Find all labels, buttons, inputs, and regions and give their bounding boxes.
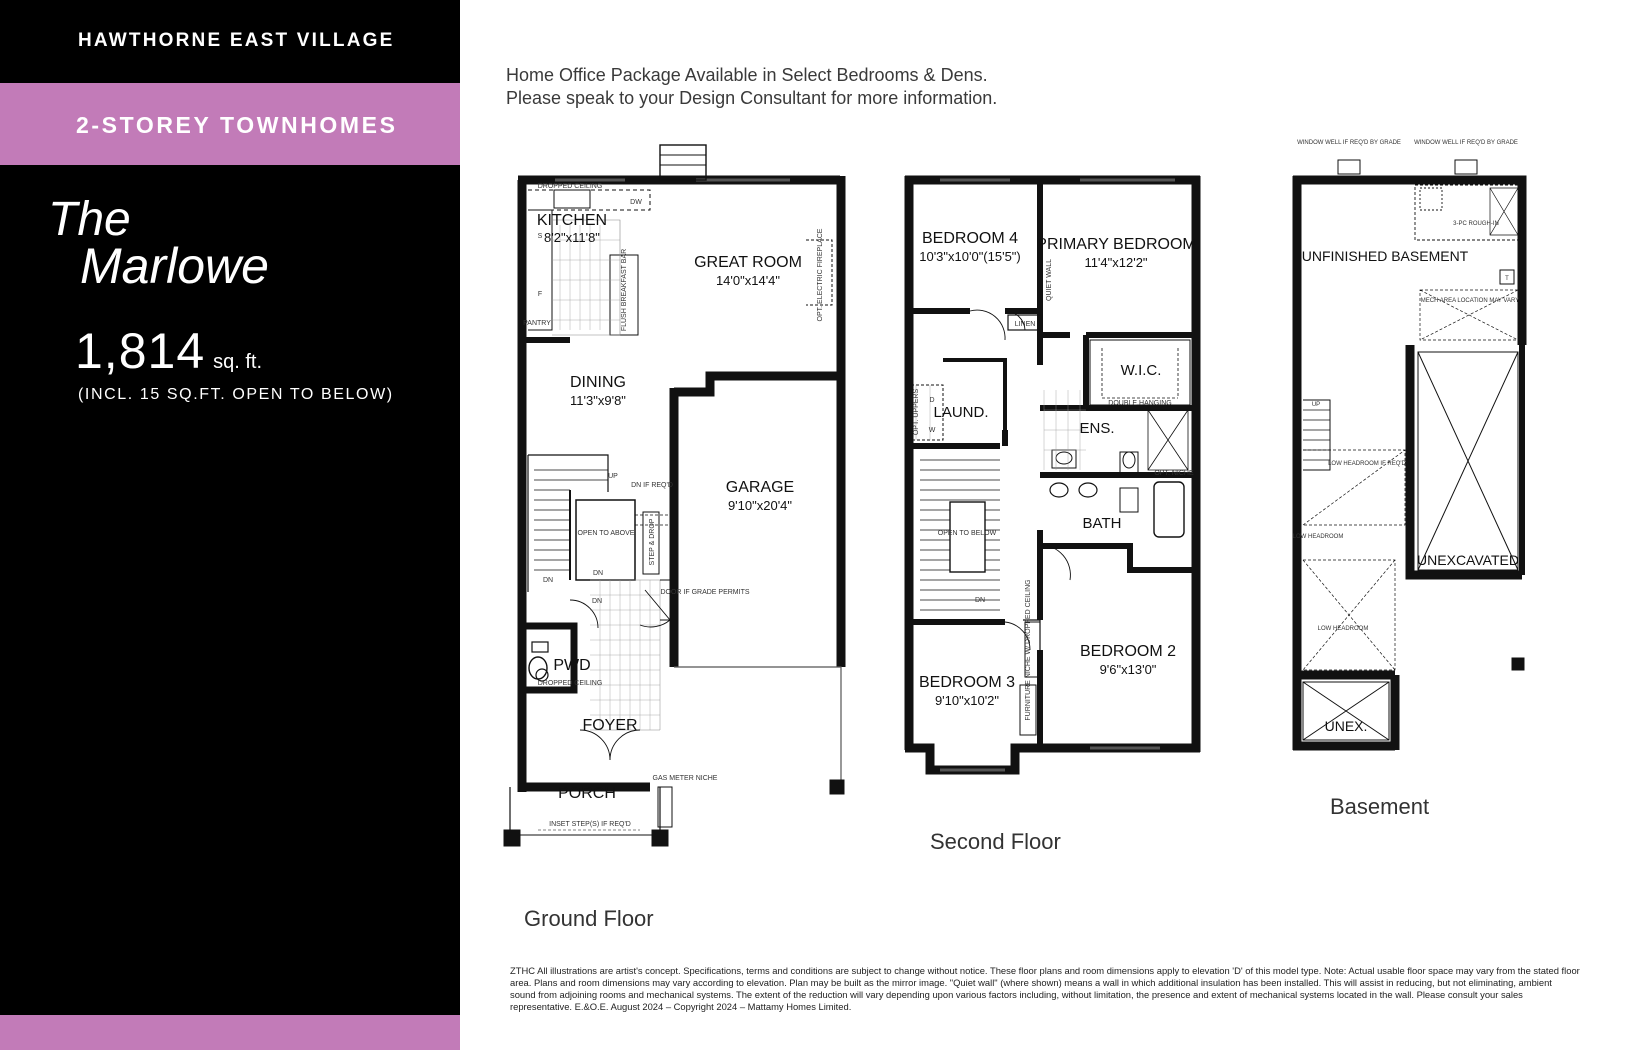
room-bedroom-3-dims: 9'10"x10'2" <box>934 693 1000 708</box>
note-step-drop: STEP & DROP <box>649 518 656 566</box>
room-dining: DINING <box>570 374 626 391</box>
room-primary-bedroom: PRIMARY BEDROOM <box>1036 236 1196 253</box>
note-sink: S <box>537 233 543 240</box>
note-low-headroom-3: LOW HEADROOM <box>1317 626 1369 632</box>
note-dw: DW <box>630 199 642 206</box>
note-dn-2: DN <box>591 598 603 605</box>
bottom-accent-bar <box>0 1015 460 1050</box>
room-garage: GARAGE <box>725 479 795 496</box>
note-3pc-rough-in: 3-PC ROUGH-IN <box>1453 221 1499 227</box>
note-dn-3: DN <box>592 570 604 577</box>
note-pantry: PANTRY <box>523 320 551 327</box>
room-unex: UNEX. <box>1324 718 1368 734</box>
room-great-room: GREAT ROOM <box>694 254 802 271</box>
note-dn-1: DN <box>542 577 554 584</box>
note-dropped-ceiling: DROPPED CEILING <box>537 183 603 190</box>
note-linen: LINEN <box>1014 321 1036 328</box>
room-kitchen-dims: 8'2"x11'8" <box>544 230 600 245</box>
model-name-line2: Marlowe <box>80 238 269 294</box>
note-opt-niche: OPT. NICHE <box>1154 470 1194 477</box>
room-bedroom-3: BEDROOM 3 <box>918 674 1016 691</box>
legal-disclaimer: ZTHC All illustrations are artist's concept. Specifications, terms and conditions are subject to change without notice. These floor plans and room dimensions apply to elevation 'D' of this model type. Note: Actual usable floor space may vary from the stated floor area. Plans and room dimensions may vary according to elevation. Plan may be built as the mirror image. "Quiet wall" (where shown) means a wall in which additional insulation has been installed. This will assist in reducing, but not eliminating, ambient sound from adjoining rooms and mechanical systems. The extent of the reduction will vary depending upon various factors including, without limitation, the presence and extent of mechanical systems located in the wall. Please consult your sales representative. E.&O.E. August 2024 – Copyright 2024 – Mattamy Homes Limited. <box>510 965 1580 1012</box>
room-dining-dims: 11'3"x9'8" <box>570 393 626 408</box>
room-unfinished-basement: UNFINISHED BASEMENT <box>1301 248 1469 264</box>
note-window-well-2: WINDOW WELL IF REQ'D BY GRADE <box>1414 140 1518 146</box>
home-office-notice <box>506 64 997 110</box>
room-bedroom-4: BEDROOM 4 <box>921 230 1019 247</box>
area-unit: sq. ft. <box>213 351 263 373</box>
note-low-headroom-2: LOW HEADROOM <box>1292 534 1344 540</box>
note-quiet-wall: QUIET WALL <box>1046 258 1053 302</box>
product-banner <box>0 83 460 165</box>
room-foyer: FOYER <box>582 717 638 734</box>
area-value: 1,814 <box>75 323 206 379</box>
sidebar <box>0 0 460 1050</box>
room-laundry: LAUND. <box>933 404 989 421</box>
note-dn-if-reqd: DN IF REQ'D <box>631 482 673 489</box>
note-breakfast-bar: FLUSH BREAKFAST BAR <box>621 248 628 332</box>
note-inset-steps: INSET STEP(S) IF REQ'D <box>549 821 631 828</box>
note-open-to-below: OPEN TO BELOW <box>937 530 997 537</box>
model-name-line1: The <box>48 193 131 246</box>
room-wic: W.I.C. <box>1120 362 1162 379</box>
room-porch: PORCH <box>558 785 616 802</box>
note-tank: T <box>1505 276 1509 282</box>
note-dryer: D <box>929 397 935 404</box>
note-pwd-dropped-ceiling: DROPPED CEILING <box>537 680 603 687</box>
note-up: UP <box>608 473 618 480</box>
note-fridge: F <box>537 291 543 298</box>
notice-line-2: Please speak to your Design Consultant for more information. <box>506 88 998 108</box>
room-unexcavated: UNEXCAVATED <box>1417 552 1519 568</box>
note-furniture-niche: FURNITURE NICHE W/ DROPPED CEILING <box>1025 579 1032 721</box>
notice-line-1: Home Office Package Available in Select Bedrooms & Dens. <box>506 65 988 85</box>
note-open-to-above: OPEN TO ABOVE <box>577 530 635 537</box>
note-low-headroom-1: LOW HEADROOM IF REQ'D <box>1328 461 1406 467</box>
note-washer: W <box>928 427 936 434</box>
note-opt-uppers: OPT. UPPERS <box>913 388 920 436</box>
area-note: (INCL. 15 SQ.FT. OPEN TO BELOW) <box>78 386 394 403</box>
basement-label: Basement <box>1330 794 1430 819</box>
model-name-script <box>40 185 300 295</box>
room-kitchen: KITCHEN <box>536 212 608 229</box>
note-fireplace: OPT. ELECTRIC FIREPLACE <box>817 228 824 322</box>
community-name: HAWTHORNE EAST VILLAGE <box>78 30 395 51</box>
product-type: 2-STOREY TOWNHOMES <box>76 112 398 138</box>
room-pwd: PWD <box>553 657 591 674</box>
note-up-basement: UP <box>1311 402 1321 408</box>
second-floor-label: Second Floor <box>930 829 1061 854</box>
note-gas-meter: GAS METER NICHE <box>652 775 718 782</box>
room-bedroom-2: BEDROOM 2 <box>1079 643 1177 660</box>
note-mech-area: MECH AREA LOCATION MAY VARY <box>1420 298 1520 304</box>
ground-floor-label: Ground Floor <box>524 906 654 931</box>
note-dn-second: DN <box>974 597 986 604</box>
room-ensuite: ENS. <box>1079 420 1115 437</box>
square-footage <box>75 322 262 380</box>
room-garage-dims: 9'10"x20'4" <box>727 498 793 513</box>
room-great-room-dims: 14'0"x14'4" <box>715 273 781 288</box>
floor-plans <box>460 130 1650 950</box>
room-bedroom-2-dims: 9'6"x13'0" <box>1099 662 1157 677</box>
note-double-hanging: DOUBLE HANGING <box>1108 400 1172 407</box>
room-bath: BATH <box>1082 515 1122 532</box>
room-primary-bedroom-dims: 11'4"x12'2" <box>1084 255 1148 270</box>
note-door-if-grade: DOOR IF GRADE PERMITS <box>660 589 750 596</box>
room-bedroom-4-dims: 10'3"x10'0"(15'5") <box>919 249 1021 264</box>
note-window-well-1: WINDOW WELL IF REQ'D BY GRADE <box>1297 140 1401 146</box>
